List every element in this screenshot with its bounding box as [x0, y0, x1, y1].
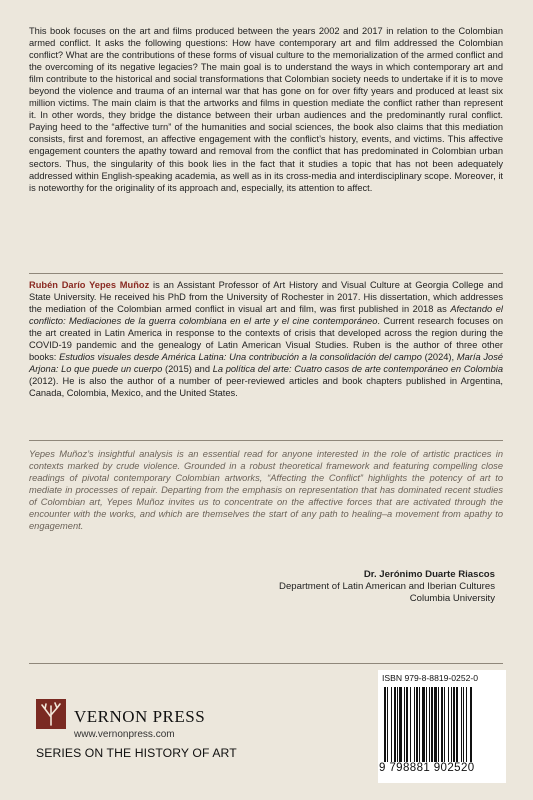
barcode-bar	[456, 687, 458, 762]
barcode-bar	[416, 687, 418, 762]
divider	[29, 440, 503, 441]
barcode-bar	[422, 687, 425, 762]
barcode-bar	[397, 687, 398, 762]
barcode-bar	[441, 687, 443, 762]
barcode-bar	[410, 687, 411, 762]
book-title: La política del arte: Cuatro casos de arte contemporáneo en Colombia	[212, 364, 503, 375]
barcode-bar	[461, 687, 462, 762]
author-bio-text: (2024),	[421, 352, 457, 363]
barcode-bar	[426, 687, 427, 762]
barcode-bar	[404, 687, 405, 762]
divider	[29, 273, 503, 274]
author-name: Rubén Darío Yepes Muñoz	[29, 280, 150, 290]
endorsement-signature	[279, 569, 495, 605]
endorser-university: Columbia University	[409, 593, 495, 604]
barcode-bar	[453, 687, 455, 762]
book-description: This book focuses on the art and films produced between the years 2002 and 2017 in relation to the Colombian armed conflict. It asks the following questions: How have contemporary art and film addressed the Colombian conflict? What are the contributions of these forms of visual culture to the memorialization of the armed conflict and the overcoming of its negative legacies? The main goal is to understand the ways in which contemporary art and film contribute to the historical and social transformations that Colombian society needs to undertake if it is to move beyond the violence and trauma of an internal war that has gone on for over fifty years and produced at least six million victims. The main claim is that the artworks and films in question mediate the conflict rather than represent it. In other words, they bridge the distance between their urban audiences and the predominantly rural conflict. Paying heed to the “affective turn” of the humanities and social sciences, the book also claims that this mediation consists, first and foremost, an affective engagement with the conflict’s history, events, and victims. This affective engagement counters the apathy toward and removal from the conflict that has predominated in Colombian urban sectors. Thus, the singularity of this book lies in the fact that it studies a topic that has not been adequately addressed within English-speaking academia, as well as in its cross-media and interdisciplinary scope. Moreover, it is noteworthy for the originality of its approach and, especially, its attention to affect.	[29, 26, 503, 193]
barcode-bar	[387, 687, 388, 762]
book-title: Estudios visuales desde América Latina: Una contribución a la consolidación del campo	[59, 352, 422, 363]
barcode-bar	[399, 687, 402, 762]
book-title: María José Arjona: Lo que puede un cuerpo	[29, 352, 504, 375]
barcode-icon	[383, 687, 501, 762]
barcode-bar	[394, 687, 396, 762]
barcode-bar	[463, 687, 464, 762]
barcode-bar	[444, 687, 445, 762]
barcode-bar	[391, 687, 392, 762]
barcode-bar	[419, 687, 420, 762]
barcode-bar	[470, 687, 472, 762]
barcode-bar	[438, 687, 439, 762]
barcode-digits: 9 798881 902520	[379, 762, 475, 774]
barcode-bar	[434, 687, 437, 762]
author-bio-text: (2015) and	[162, 364, 213, 375]
isbn-block	[378, 670, 506, 783]
author-bio	[29, 279, 503, 399]
barcode-bar	[451, 687, 452, 762]
author-bio-text: (2012). He is also the author of a number of peer-reviewed articles and book chapters published in Argentina, Canada, Colombia, Mexico, and the United States.	[29, 376, 503, 399]
author-bio-text: is an Assistant Professor of Art History and Visual Culture at Georgia College and State University. He received his PhD from the University of Rochester in 2017. His dissertation, which addresses the mediation of the Colombian armed conflict in visual art and film, was first published in 2018 as	[29, 280, 503, 315]
endorser-name: Dr. Jerónimo Duarte Riascos	[363, 569, 495, 580]
isbn-number: ISBN 979-8-8819-0252-0	[382, 673, 479, 683]
series-name: SERIES ON THE HISTORY OF ART	[36, 746, 237, 760]
barcode-bar	[429, 687, 430, 762]
vernon-press-logo-icon	[36, 699, 66, 729]
barcode-bar	[448, 687, 449, 762]
endorser-department: Department of Latin American and Iberian Cultures	[279, 581, 495, 592]
barcode-bar	[431, 687, 433, 762]
book-title: Afectando el conflicto: Mediaciones de la guerra colombiana en el arte y el cine contemporáneo	[29, 304, 504, 327]
barcode-bar	[466, 687, 467, 762]
publisher-name: VERNON PRESS	[74, 707, 206, 726]
divider	[29, 663, 503, 664]
barcode-bar	[406, 687, 408, 762]
publisher-url[interactable]: www.vernonpress.com	[74, 729, 175, 740]
endorsement-quote: Yepes Muñoz’s insightful analysis is an essential read for anyone interested in the role of artistic practices in contexts marked by crude violence. Grounded in a robust theoretical framework and featuring compelling close readings of pivotal contemporary Colombian artworks, “Affecting the Conflict” highlights the potency of art to mediate in processes of repair. Departing from the emphasis on representation that has dominated recent studies of Colombian art, Yepes Muñoz invites us to concentrate on the affective forces that are activated through the encounter with the works, and which are themselves the start of any path to healing–a movement from apathy to engagement.	[29, 449, 503, 532]
author-bio-text: . Current research focuses on the art created in Latin America in response to the contexts of crisis that developed across the region during the COVID-19 pandemic and the genealogy of Latin American Visual Studies. Ruben is the author of three other books:	[29, 316, 503, 363]
barcode-bar	[384, 687, 386, 762]
barcode-bar	[414, 687, 415, 762]
